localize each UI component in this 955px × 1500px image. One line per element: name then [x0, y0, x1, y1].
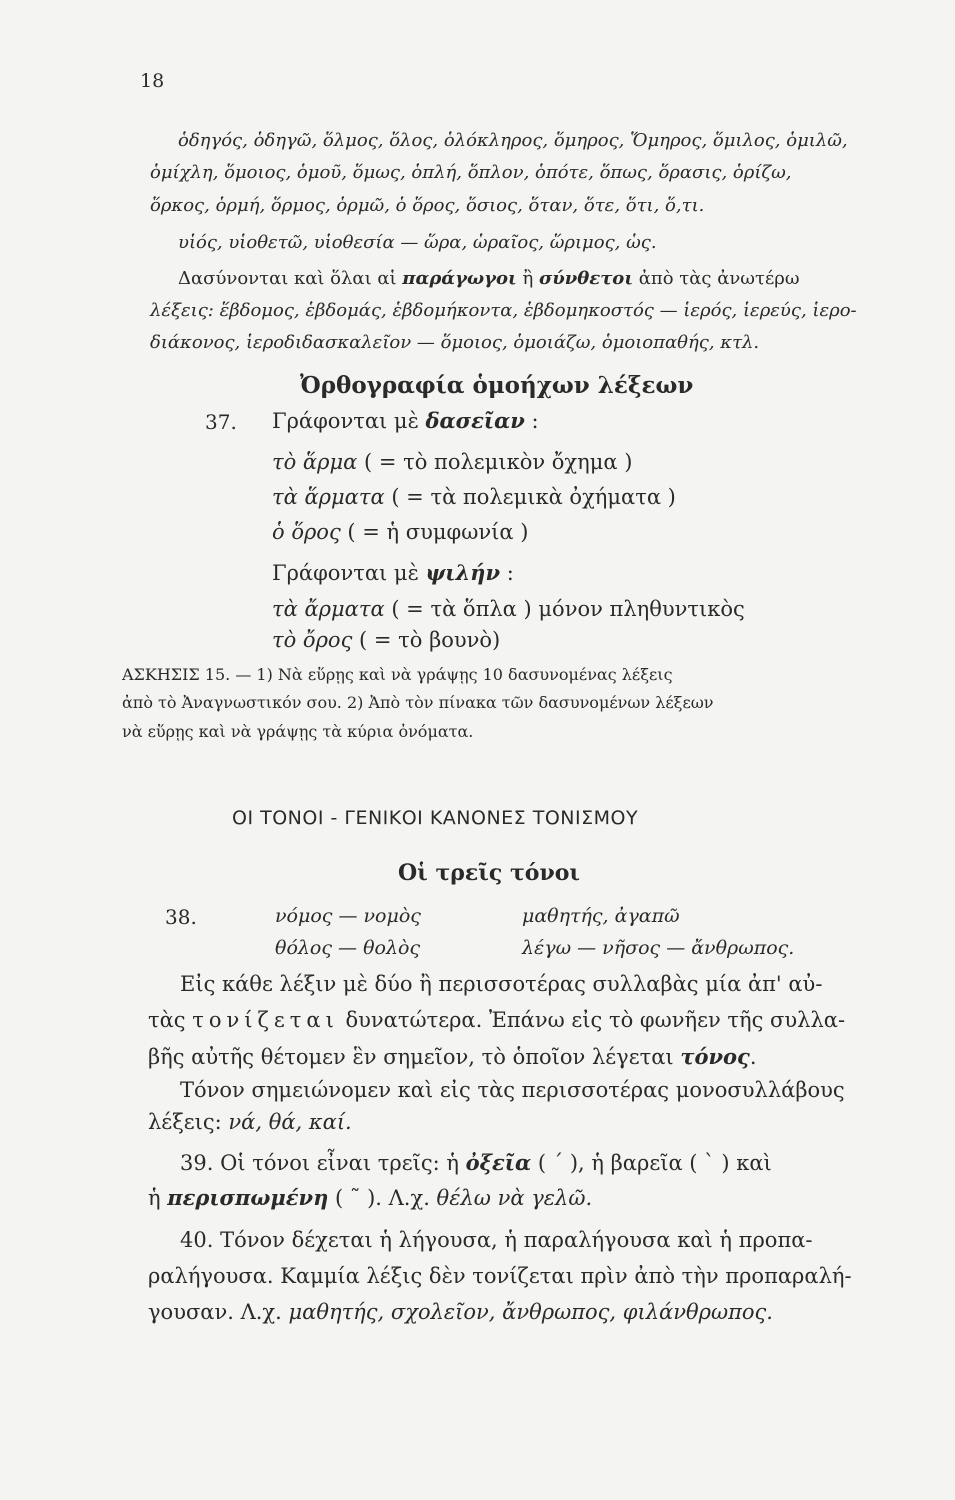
intro-line-1: ὁδηγός, ὁδηγῶ, ὅλμος, ὅλος, ὁλόκληρος, ὅμηρος, Ὅμηρος, ὅμιλος, ὁμιλῶ, — [178, 130, 848, 151]
dasy-mid: ἢ — [516, 268, 539, 289]
row-gloss: ( = τὸ βουνὸ) — [352, 628, 501, 652]
text: τὰς — [148, 1008, 193, 1032]
section-heading: Ὀρθογραφία ὁμοήχων λέξεων — [300, 372, 694, 399]
dasy-paragraph-line-2: λέξεις: ἕβδομος, ἑβδομάς, ἑβδομήκοντα, ἑβδομηκοστός — ἱερός, ἱερεύς, ἱερο- — [150, 300, 857, 321]
row-gloss: ( = τὸ πολεμικὸν ὄχημα ) — [357, 450, 633, 474]
intro-text: Γράφονται μὲ — [272, 409, 426, 433]
tonos-line-2 — [148, 1008, 845, 1032]
example-1a: νόμος — νομὸς — [275, 905, 421, 927]
text: . — [749, 1045, 757, 1069]
text: ( ῀ ). Λ.χ. — [328, 1186, 437, 1210]
intro-text: Γράφονται μὲ — [272, 561, 426, 585]
dasy-start: Δασύνονται καὶ ὅλαι αἱ — [178, 268, 403, 289]
text: βῆς αὐτῆς θέτομεν ἓν σημεῖον, τὸ ὁποῖον λέγεται — [148, 1045, 681, 1069]
section-37-row-2 — [272, 485, 676, 509]
text: 39. Οἱ τόνοι εἶναι τρεῖς: ἡ — [180, 1151, 466, 1175]
exercise-line-3: νὰ εὕρῃς καὶ νὰ γράψῃς τὰ κύρια ὀνόματα. — [122, 722, 474, 741]
section-37-row-1 — [272, 450, 632, 474]
intro-line-3: ὅρκος, ὁρμή, ὅρμος, ὁρμῶ, ὁ ὅρος, ὅσιος, ὅταν, ὅτε, ὅτι, ὅ,τι. — [150, 195, 705, 216]
exercise-line-1: ΑΣΚΗΣΙΣ 15. — 1) Νὰ εὕρῃς καὶ νὰ γράψῃς 10 δασυνομένας λέξεις — [122, 665, 673, 684]
row-gloss: ( = ἡ συμφωνία ) — [340, 520, 529, 544]
row-term: ὁ ὅρος — [272, 520, 341, 544]
psili-term: ψιλήν — [425, 560, 501, 585]
example-2b: λέγω — νῆσος — ἄνθρωπος. — [522, 937, 795, 959]
text: γουσαν. Λ.χ. — [148, 1300, 289, 1324]
section-37-row-4 — [272, 597, 745, 621]
chapter-title: ΟΙ ΤΟΝΟΙ - ΓΕΝΙΚΟΙ ΚΑΝΟΝΕΣ ΤΟΝΙΣΜΟΥ — [232, 807, 639, 829]
example-2a: θόλος — θολὸς — [275, 937, 421, 959]
section-37-row-3 — [272, 520, 528, 544]
tonos-term: τόνος — [680, 1044, 750, 1069]
section-37-intro-1 — [272, 408, 539, 433]
tonos-line-5 — [148, 1110, 352, 1134]
intro-line-4: υἱός, υἱοθετῶ, υἱοθεσία — ὥρα, ὡραῖος, ὥριμος, ὡς. — [178, 232, 657, 253]
row-gloss: ( = τὰ ὅπλα ) μόνον πληθυντικὸς — [384, 597, 745, 621]
text: ἡ — [148, 1186, 168, 1210]
tonos-line-3 — [148, 1044, 757, 1069]
tonos-line-1: Εἰς κάθε λέξιν μὲ δύο ἢ περισσοτέρας συλλαβὰς μία ἀπ' αὐ- — [180, 972, 823, 996]
row-term: τὰ ἄρματα — [272, 597, 385, 621]
exercise-line-2: ἀπὸ τὸ Ἀναγνωστικόν σου. 2) Ἀπὸ τὸν πίνακα τῶν δασυνομένων λέξεων — [122, 693, 714, 712]
dasy-bold-1: παράγωγοι — [402, 268, 517, 289]
intro-colon: : — [500, 561, 514, 585]
section-37-row-5 — [272, 628, 500, 652]
text: ( ´ ), ἡ βαρεῖα ( ` ) καὶ — [531, 1151, 772, 1175]
row-gloss: ( = τὰ πολεμικὰ ὀχήματα ) — [384, 485, 676, 509]
page-number: 18 — [140, 70, 165, 92]
sub-heading: Οἱ τρεῖς τόνοι — [398, 860, 581, 886]
section-37-number: 37. — [205, 410, 237, 434]
dasy-term: δασεῖαν — [425, 408, 525, 433]
section-39-line-2 — [148, 1185, 592, 1210]
row-term: τὰ ἅρματα — [272, 485, 385, 509]
tonos-line-4: Τόνον σημειώνομεν καὶ εἰς τὰς περισσοτέρας μονοσυλλάβους — [180, 1078, 845, 1102]
oxeia-term: ὀξεῖα — [465, 1150, 532, 1175]
dasy-paragraph-line-3: διάκονος, ἱεροδιδασκαλεῖον — ὅμοιος, ὁμοιάζω, ὁμοιοπαθής, κτλ. — [150, 332, 760, 353]
example-1b: μαθητής, ἀγαπῶ — [522, 905, 680, 927]
examples: νά, θά, καί. — [228, 1110, 352, 1134]
section-40-line-2: ραλήγουσα. Καμμία λέξις δὲν τονίζεται πρὶν ἀπὸ τὴν προπαραλή- — [148, 1264, 852, 1288]
section-38-number: 38. — [165, 905, 197, 929]
section-37-intro-2 — [272, 560, 514, 585]
perispomeni-term: περισπωμένη — [167, 1185, 329, 1210]
row-term: τὸ ὄρος — [272, 628, 353, 652]
examples: μαθητής, σχολεῖον, ἄνθρωπος, φιλάνθρωπος. — [288, 1300, 773, 1324]
text: δυνατώτερα. Ἐπάνω εἰς τὸ φωνῆεν τῆς συλλα- — [338, 1008, 846, 1032]
spaced-word: τονίζεται — [192, 1008, 339, 1032]
intro-line-2: ὁμίχλη, ὅμοιος, ὁμοῦ, ὅμως, ὁπλή, ὅπλον, ὁπότε, ὅπως, ὅρασις, ὁρίζω, — [150, 162, 792, 183]
dasy-bold-2: σύνθετοι — [539, 268, 634, 289]
section-40-line-3 — [148, 1300, 773, 1324]
dasy-paragraph-line-1 — [178, 268, 800, 289]
text: λέξεις: — [148, 1110, 229, 1134]
example: θέλω νὰ γελῶ. — [436, 1186, 593, 1210]
section-40-line-1: 40. Τόνον δέχεται ἡ λήγουσα, ἡ παραλήγουσα καὶ ἡ προπα- — [180, 1228, 813, 1252]
row-term: τὸ ἅρμα — [272, 450, 358, 474]
intro-colon: : — [524, 409, 539, 433]
section-39-line-1 — [180, 1150, 772, 1175]
dasy-end: ἀπὸ τὰς ἀνωτέρω — [633, 268, 800, 289]
